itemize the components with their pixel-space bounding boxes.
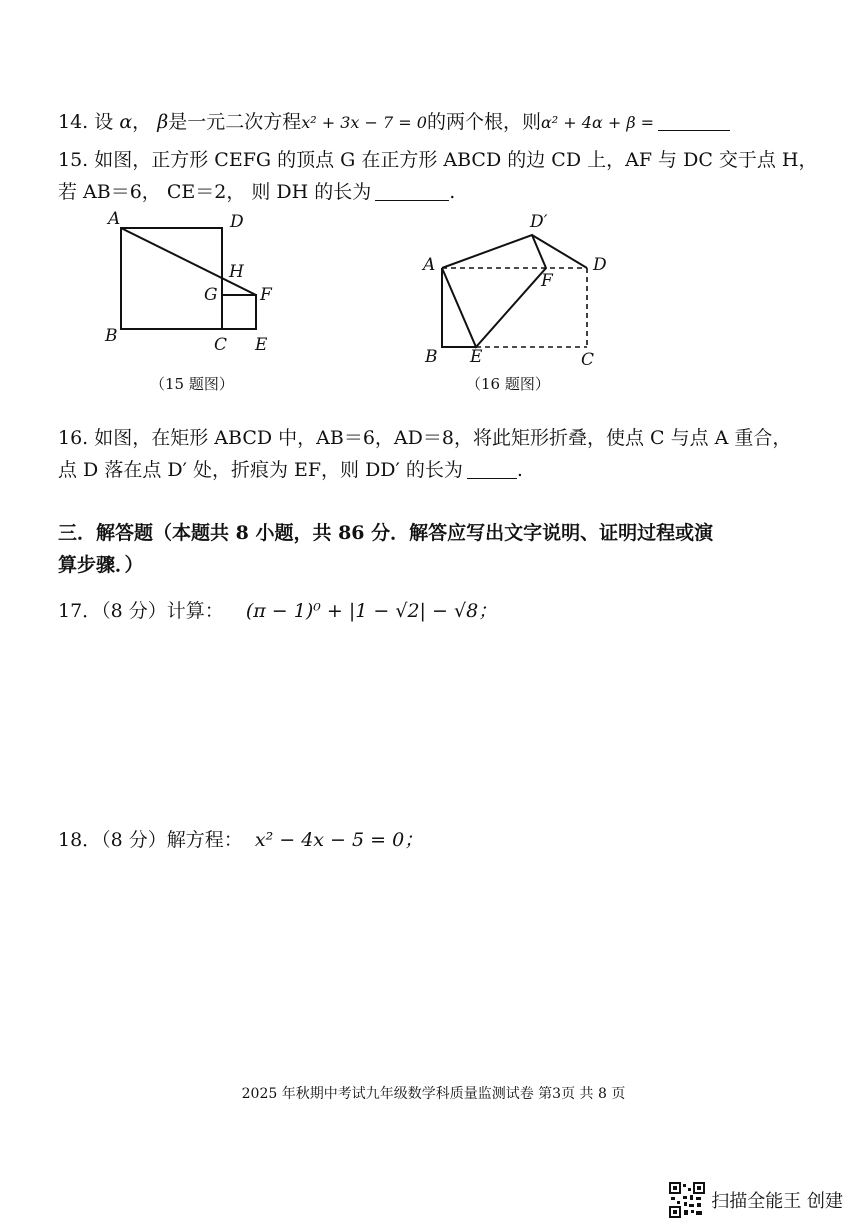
q15-line2-text: 若 AB＝6， CE＝2， 则 DH 的长为: [58, 181, 372, 203]
label-d: D: [593, 255, 607, 275]
figure-16-caption: （16 题图）: [466, 375, 550, 393]
q17-label: 17．（8 分）计算：: [58, 600, 224, 622]
label-e: E: [255, 335, 268, 355]
q14-post-text: 的两个根，则: [426, 111, 541, 133]
question-14: [58, 113, 730, 132]
label-f: F: [260, 285, 272, 305]
q17-expression: (π − 1)⁰ + |1 − √2| − √8；: [245, 600, 498, 622]
question-number: 14.: [58, 111, 89, 133]
label-f: F: [541, 271, 553, 291]
qr-code-icon: [669, 1182, 705, 1218]
q14-expression: α² + 4α + β =: [540, 113, 655, 132]
answer-blank: [467, 478, 517, 479]
label-d-prime: D′: [530, 212, 548, 232]
figure-16: [415, 205, 615, 370]
page-footer: 2025 年秋期中考试九年级数学科质量监测试卷 第3页 共 8 页: [241, 1086, 626, 1102]
answer-blank: [375, 200, 449, 201]
label-a: A: [108, 210, 121, 229]
label-h: H: [229, 262, 244, 282]
question-18: [58, 831, 423, 850]
label-g: G: [204, 285, 218, 305]
q14-beta: β: [157, 111, 169, 133]
folded-shape: [442, 235, 546, 347]
q14-equation: x² + 3x − 7 = 0: [301, 113, 427, 132]
answer-blank: [658, 130, 730, 131]
q18-label: 18．（8 分）解方程：: [58, 829, 243, 851]
q14-sep: ，: [132, 111, 152, 133]
question-15-line1: 15. 如图，正方形 CEFG 的顶点 G 在正方形 ABCD 的边 CD 上，AF 与 DC 交于点 H，: [58, 149, 818, 171]
q14-pre-text: 设: [94, 111, 114, 133]
q14-alpha: α: [119, 111, 133, 133]
square-abcd: [121, 228, 222, 329]
label-c: C: [581, 350, 595, 370]
label-b: B: [425, 347, 438, 367]
section-3-header-line2: 算步骤．）: [58, 554, 144, 576]
label-c: C: [214, 335, 228, 355]
figure-15-caption: （15 题图）: [150, 375, 234, 393]
label-e: E: [470, 347, 483, 367]
q15-period: .: [449, 181, 456, 203]
scanner-watermark: [669, 1182, 843, 1218]
scanner-text: 扫描全能王 创建: [711, 1191, 843, 1212]
question-16-line1: 16. 如图，在矩形 ABCD 中，AB＝6，AD＝8，将此矩形折叠，使点 C 与点 A 重合，: [58, 427, 792, 449]
q18-expression: x² − 4x − 5 = 0；: [254, 829, 424, 851]
square-cefg: [222, 295, 256, 329]
label-d: D: [230, 212, 244, 232]
q14-mid-text: 是一元二次方程: [168, 111, 302, 133]
figure-15: [100, 210, 300, 360]
q16-period: .: [516, 459, 523, 481]
section-3-header-line1: 三．解答题（本题共 8 小题，共 86 分．解答应写出文字说明、证明过程或演: [58, 522, 714, 544]
label-b: B: [105, 326, 118, 346]
question-15-line2: [58, 183, 455, 202]
question-16-line2: [58, 461, 523, 480]
label-a: A: [423, 255, 436, 275]
q16-line2-text: 点 D 落在点 D′ 处，折痕为 EF，则 DD′ 的长为: [58, 459, 463, 481]
line-dprime-d: [532, 235, 587, 268]
question-17: [58, 602, 497, 621]
